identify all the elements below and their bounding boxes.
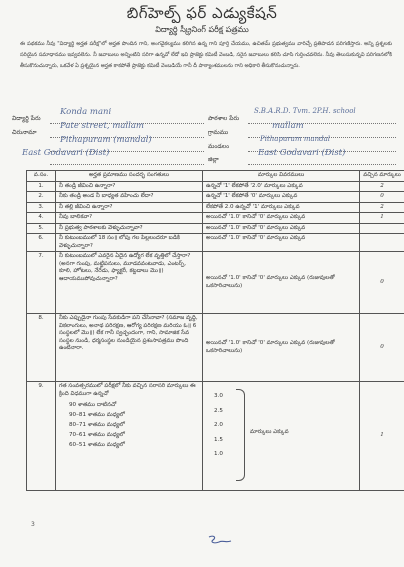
mandal-label: మండలం (208, 143, 230, 150)
marks-cell[interactable]: 0 (360, 192, 404, 203)
table-row: 8. నీకు ఎప్పుడైనా గుంపు సేవకుడిగా పని చేసినావా? (సమాజ వృద్ధి, వికలాంగులు, అనాథ పరిరక్షణ, ఆరోగ్య పరిరక్షణ మరియు ఓ॥ 6 సంస్థలలో మొ॥) లేక గానీ స్వచ్ఛందంగా, గాని, సామాజిక సేవ సంస్థల నుండి, ధర్మసంస్థల నుండియైన ప్రశంసాపత్రము పొంది ఉంటినారా. అయినచో '1.0' కానిచో '0' మార్కులు ఎక్కువ (రుజువులతో ఒకసారిచాలును) 0 (27, 314, 404, 382)
grade-note: మార్కులు ఎక్కువ (250, 429, 289, 435)
list-item: 90 శాతము దాటినచో (69, 402, 117, 408)
grade-marks-scale (206, 383, 356, 489)
table-row: 9. గత సంవత్సరములో పరీక్షలో నీకు వచ్చిన సరాసరి మార్కులు ఈ క్రింది విధముగా ఉన్నచో 90 శాతము దాటినచో 90–81 శాతము మధ్యలో 80–71 శాతము మధ్యలో 70–61 శాతము మధ్యలో 60–51 శాతము మధ్యలో 3.0 2.5 2.0 1.5 1.0 మార్కులు ఎక్కువ 1 (27, 382, 404, 491)
mandal-value: Pithapuram mandal (260, 135, 331, 143)
grade-mark: 1.0 (214, 451, 223, 457)
grade-mark: 2.0 (214, 422, 223, 428)
list-item: 90–81 శాతము మధ్యలో (69, 412, 125, 418)
list-item: 80–71 శాతము మధ్యలో (69, 422, 125, 428)
form-subtitle: విద్యార్థి స్క్రీనింగ్ పరీక్ష పత్రము (155, 25, 249, 34)
village-value: mallam (272, 121, 304, 131)
student-name-value: Konda mani (60, 107, 112, 117)
district-field[interactable] (208, 148, 396, 165)
table-row: 7. నీ కుటుంబములో ఎవరైన ఏదైన ఉద్యోగ లేక వృత్తిలో చేస్తారా? (అనగా గుంపు, మట్టిపనులు, మూడవవంటవాడు, ఎంటర్ప్, కూలి, హోటలు, నేరేడు, ఫ్యాక్టరీ, కట్టడాలు మొ॥) ఆదాయముపోవుచున్నారా? అయినచో '1.0' కానిచో '0' మార్కులు ఎక్కువ (రుజువులతో ఒకసారిచాలును) 0 (27, 252, 404, 314)
marks-cell[interactable]: 2 (360, 181, 404, 192)
village-label: గ్రామము (208, 129, 229, 136)
table-row: 5. నీ ప్రభుత్వ పాఠశాలకు వెళ్ళుచున్నావా? అయినచో '1.0' కానిచో '0' మార్కులు ఎక్కువ (27, 223, 404, 234)
instructions-paragraph: ఈ పథకము నీవు "విద్యార్థి అర్హత పరీక్ష"లో అర్హత పొందిన గాని, అంగవైకల్యము కలిగిన ఉన్న గాని పూర్తి చేయము, ఉచితమ్ ప్రభుత్వము వారిచ్చే ప్రతిపాదన పరిగణిస్తారు. అన్ని ప్రశ్నలకు సరియైన సమాధానము ఇవ్వవలెను. నీ జవాబులు అన్నింటిని సరిగా ఉన్నవో లేదో ఇవి ప్రాజెక్టు కమిటీ వెంబడి, సరైన జవాబులు కలిసి చూసి గుర్తించవలెను. నీవు తెలుసుకున్నవి పరిగణనలోకి తీసుకొనుచున్నారు, ఒకవేళ ఏ ప్రశ్నయైన అర్హత కాకపోతే ప్రాజెక్టు కమిటీ వెంబడియే గానీ దీ పాఠ్యాంశములను గాని అధికారి తీసుకొనుచున్నారు. (20, 41, 392, 69)
address-label: చిరునామా (12, 129, 37, 136)
table-header-row (27, 171, 404, 182)
col-header-marks-obtained: వచ్చిన మార్కులు (360, 171, 404, 182)
grade-mark: 2.5 (214, 407, 223, 414)
marks-cell[interactable]: 0 (360, 252, 404, 314)
table-row: 1. నీ తండ్రి జీవించి ఉన్నారా? ఉన్నచో '1' లేకపోతే '2.0' మార్కులు ఎక్కువ 2 (27, 181, 404, 192)
grade-mark: 1.5 (214, 436, 223, 443)
grade-mark: 3.0 (214, 393, 223, 399)
col-header-marks-details: మార్కుల వివరములు (203, 171, 360, 182)
form-title: బిగ్‌హెల్ప్ ఫర్ ఎడ్యుకేషన్ (126, 4, 278, 22)
list-item: 70–61 శాతము మధ్యలో (69, 432, 125, 438)
col-header-criteria: అర్హత ప్రమాణము సందర్భ సంగతులు (56, 171, 203, 182)
list-item: 60–51 శాతము మధ్యలో (69, 442, 125, 448)
marks-cell[interactable]: 1 (360, 382, 404, 491)
address-line-3: East Godavari (Dist) (22, 148, 110, 158)
col-header-serial: వ.సం. (27, 171, 56, 182)
brace-bracket (236, 389, 245, 481)
table-row: 2. నీకు తండ్రి అండ నీ బాధ్యత వహించు లేదా? ఉన్నచో '1' లేకపోతే '0' మార్కులు ఎక్కువ 0 (27, 192, 404, 203)
school-name-value: S.B.A.R.D. Tvm. 2P.H. school (254, 107, 356, 115)
page-number: 3 (31, 521, 35, 528)
district-label: జిల్లా (208, 156, 219, 163)
marks-cell[interactable] (360, 234, 404, 252)
address-line-1: Pate street, mallam (60, 121, 144, 131)
student-name-label: విద్యార్థి పేరు (12, 115, 41, 122)
student-details (12, 107, 396, 163)
marks-cell[interactable]: 0 (360, 314, 404, 382)
school-name-label: పాఠశాల పేరు (208, 115, 240, 122)
marks-cell[interactable]: 1 (360, 213, 404, 224)
district-value: East Godavari (Dist) (258, 148, 346, 158)
address-line-2: Pithapuram (mandal) (60, 135, 152, 145)
table-row: 4. నీవు బాలికవా? అయినచో '1.0' కానిచో '0' మార్కులు ఎక్కువ 1 (27, 213, 404, 224)
table-row: 3. నీ తల్లి జీవించి ఉన్నారా? లేకపోతే 2.0 ఉన్నచో '1' మార్కులు ఎక్కువ 2 (27, 202, 404, 213)
grade-list (59, 400, 199, 450)
marks-cell[interactable] (360, 223, 404, 234)
signature-mark (205, 533, 235, 549)
marks-cell[interactable]: 2 (360, 202, 404, 213)
table-row: 6. నీ కుటుంబములో 18 సం॥ లోపు గల పిల్లలందరూ బడికి వెళ్ళుచున్నారా? అయినచో '1.0' కానిచో '0' మార్కులు ఎక్కువ (27, 234, 404, 252)
address-field-3[interactable] (12, 148, 208, 165)
eligibility-table (26, 170, 404, 491)
